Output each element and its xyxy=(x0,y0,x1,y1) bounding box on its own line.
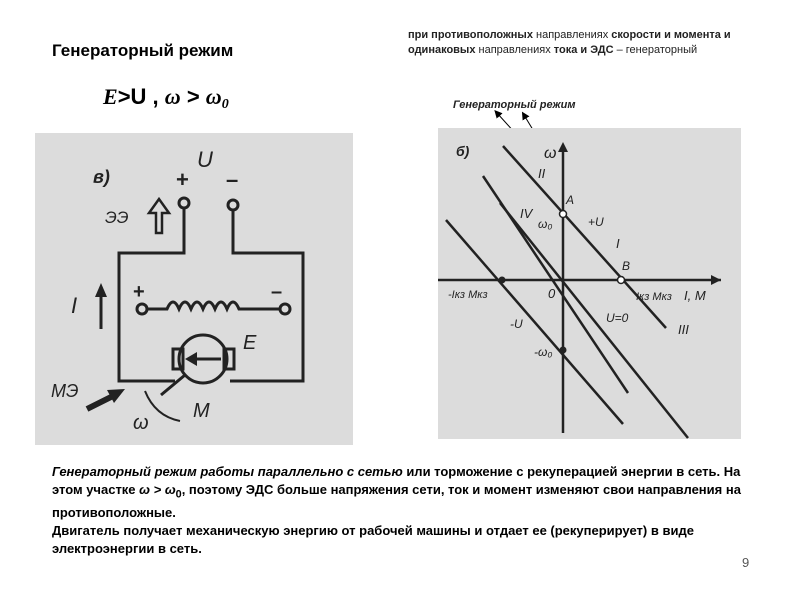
desc-part-2: или торможение с рекуперацией энергии в сеть. На этом участке xyxy=(52,464,741,497)
energy-up-arrow-icon xyxy=(149,199,169,233)
circuit-emf-label: E xyxy=(243,332,257,354)
graph-line-IV-label: IV xyxy=(520,206,533,221)
formula-sub0: 0 xyxy=(221,97,229,112)
desc-part-1: Генераторный режим работы параллельно с сетью xyxy=(52,464,403,479)
right-wire xyxy=(230,210,303,381)
circuit-diagram xyxy=(35,133,353,445)
formula-omega: ω xyxy=(164,84,181,109)
formula-sep: , xyxy=(146,84,165,109)
circuit-voltage-label: U xyxy=(197,147,213,172)
graph-minus-omega0-label: -ω₀ xyxy=(534,345,553,359)
graph-point-b-label: B xyxy=(622,259,631,273)
mode-description xyxy=(52,463,772,558)
field-winding xyxy=(147,302,280,309)
mech-energy-arrow-shaft xyxy=(87,395,115,409)
graph-point-a-label: A xyxy=(566,193,575,207)
graph-ik-right-label: Iкз Mкз xyxy=(636,291,672,303)
x-axis-arrow-icon xyxy=(711,275,721,285)
field-left-terminal xyxy=(137,304,147,314)
minus-terminal xyxy=(228,200,238,210)
graph-plus-u-label: +U xyxy=(588,215,604,229)
formula-omega0: ω xyxy=(205,84,222,109)
desc-part-5: Двигатель получает механическую энергию от рабочей машины и отдает ее (рекуперирует) в виде электроэнергии в сеть. xyxy=(52,522,694,556)
slide-title: Генераторный режим xyxy=(52,41,234,60)
omega-axis-arrow-icon xyxy=(558,142,568,152)
note-part-3: скорости и момента xyxy=(611,29,721,41)
circuit-field-plus-label: + xyxy=(133,281,145,303)
shaft xyxy=(161,375,185,395)
formula-u: U xyxy=(130,84,147,109)
note-part-5: направлениях xyxy=(478,44,554,56)
page-number: 9 xyxy=(742,555,750,570)
plus-terminal xyxy=(179,198,189,208)
circuit-me-label: МЭ xyxy=(51,381,79,401)
note-part-7: – генераторный xyxy=(613,44,698,56)
point-a-marker xyxy=(560,211,567,218)
field-right-terminal xyxy=(280,304,290,314)
note-part-4: и одинаковых xyxy=(408,29,731,56)
graph-omega0-label: ω₀ xyxy=(538,217,553,231)
desc-part-4: , поэтому ЭДС больше напряжения сети, ток и момент изменяют свои направления на противоположные. xyxy=(52,482,741,520)
circuit-torque-label: M xyxy=(193,400,210,422)
graph-omega-axis-label: ω xyxy=(544,145,557,162)
note-part-6: тока и ЭДС xyxy=(553,44,614,56)
graph-line-I-label: I xyxy=(616,236,620,251)
circuit-omega-label: ω xyxy=(133,412,149,434)
desc-part-3-sub: 0 xyxy=(175,488,182,501)
graph-u-zero-label: U=0 xyxy=(606,311,629,325)
point-b-marker xyxy=(618,277,625,284)
emf-arrow-icon xyxy=(185,352,197,366)
circuit-minus-label: – xyxy=(226,167,239,192)
graph-x-axis-label: I, M xyxy=(684,288,706,303)
circuit-field-minus-label: – xyxy=(271,281,283,303)
formula-gt1: > xyxy=(117,84,131,109)
minus-omega0-marker xyxy=(560,347,567,354)
formula-e: E xyxy=(103,84,118,109)
formula-gt2: > xyxy=(180,84,206,109)
short-circuit-point-marker xyxy=(499,277,506,284)
note-part-1: при противоположных xyxy=(408,29,536,41)
circuit-panel-label: в) xyxy=(93,167,110,187)
graph-origin-label: 0 xyxy=(548,286,556,301)
brush-right xyxy=(224,349,234,369)
mechanical-characteristics-graph xyxy=(438,128,741,439)
graph-callout-label: Генераторный режим xyxy=(453,99,576,111)
graph-panel-label: б) xyxy=(456,143,470,159)
graph-line-III-label: III xyxy=(678,322,689,337)
note-part-2: направлениях xyxy=(536,29,612,41)
current-arrow-icon xyxy=(95,283,107,297)
graph-minus-u-label: -U xyxy=(510,317,523,331)
circuit-plus-label: + xyxy=(176,167,189,192)
circuit-ee-label: ЭЭ xyxy=(105,208,129,227)
graph-ik-left-label: -Iкз Mкз xyxy=(448,289,488,301)
desc-part-3: ω > ω xyxy=(139,482,176,497)
circuit-current-label: I xyxy=(71,293,78,318)
graph-line-II-label: II xyxy=(538,166,546,181)
